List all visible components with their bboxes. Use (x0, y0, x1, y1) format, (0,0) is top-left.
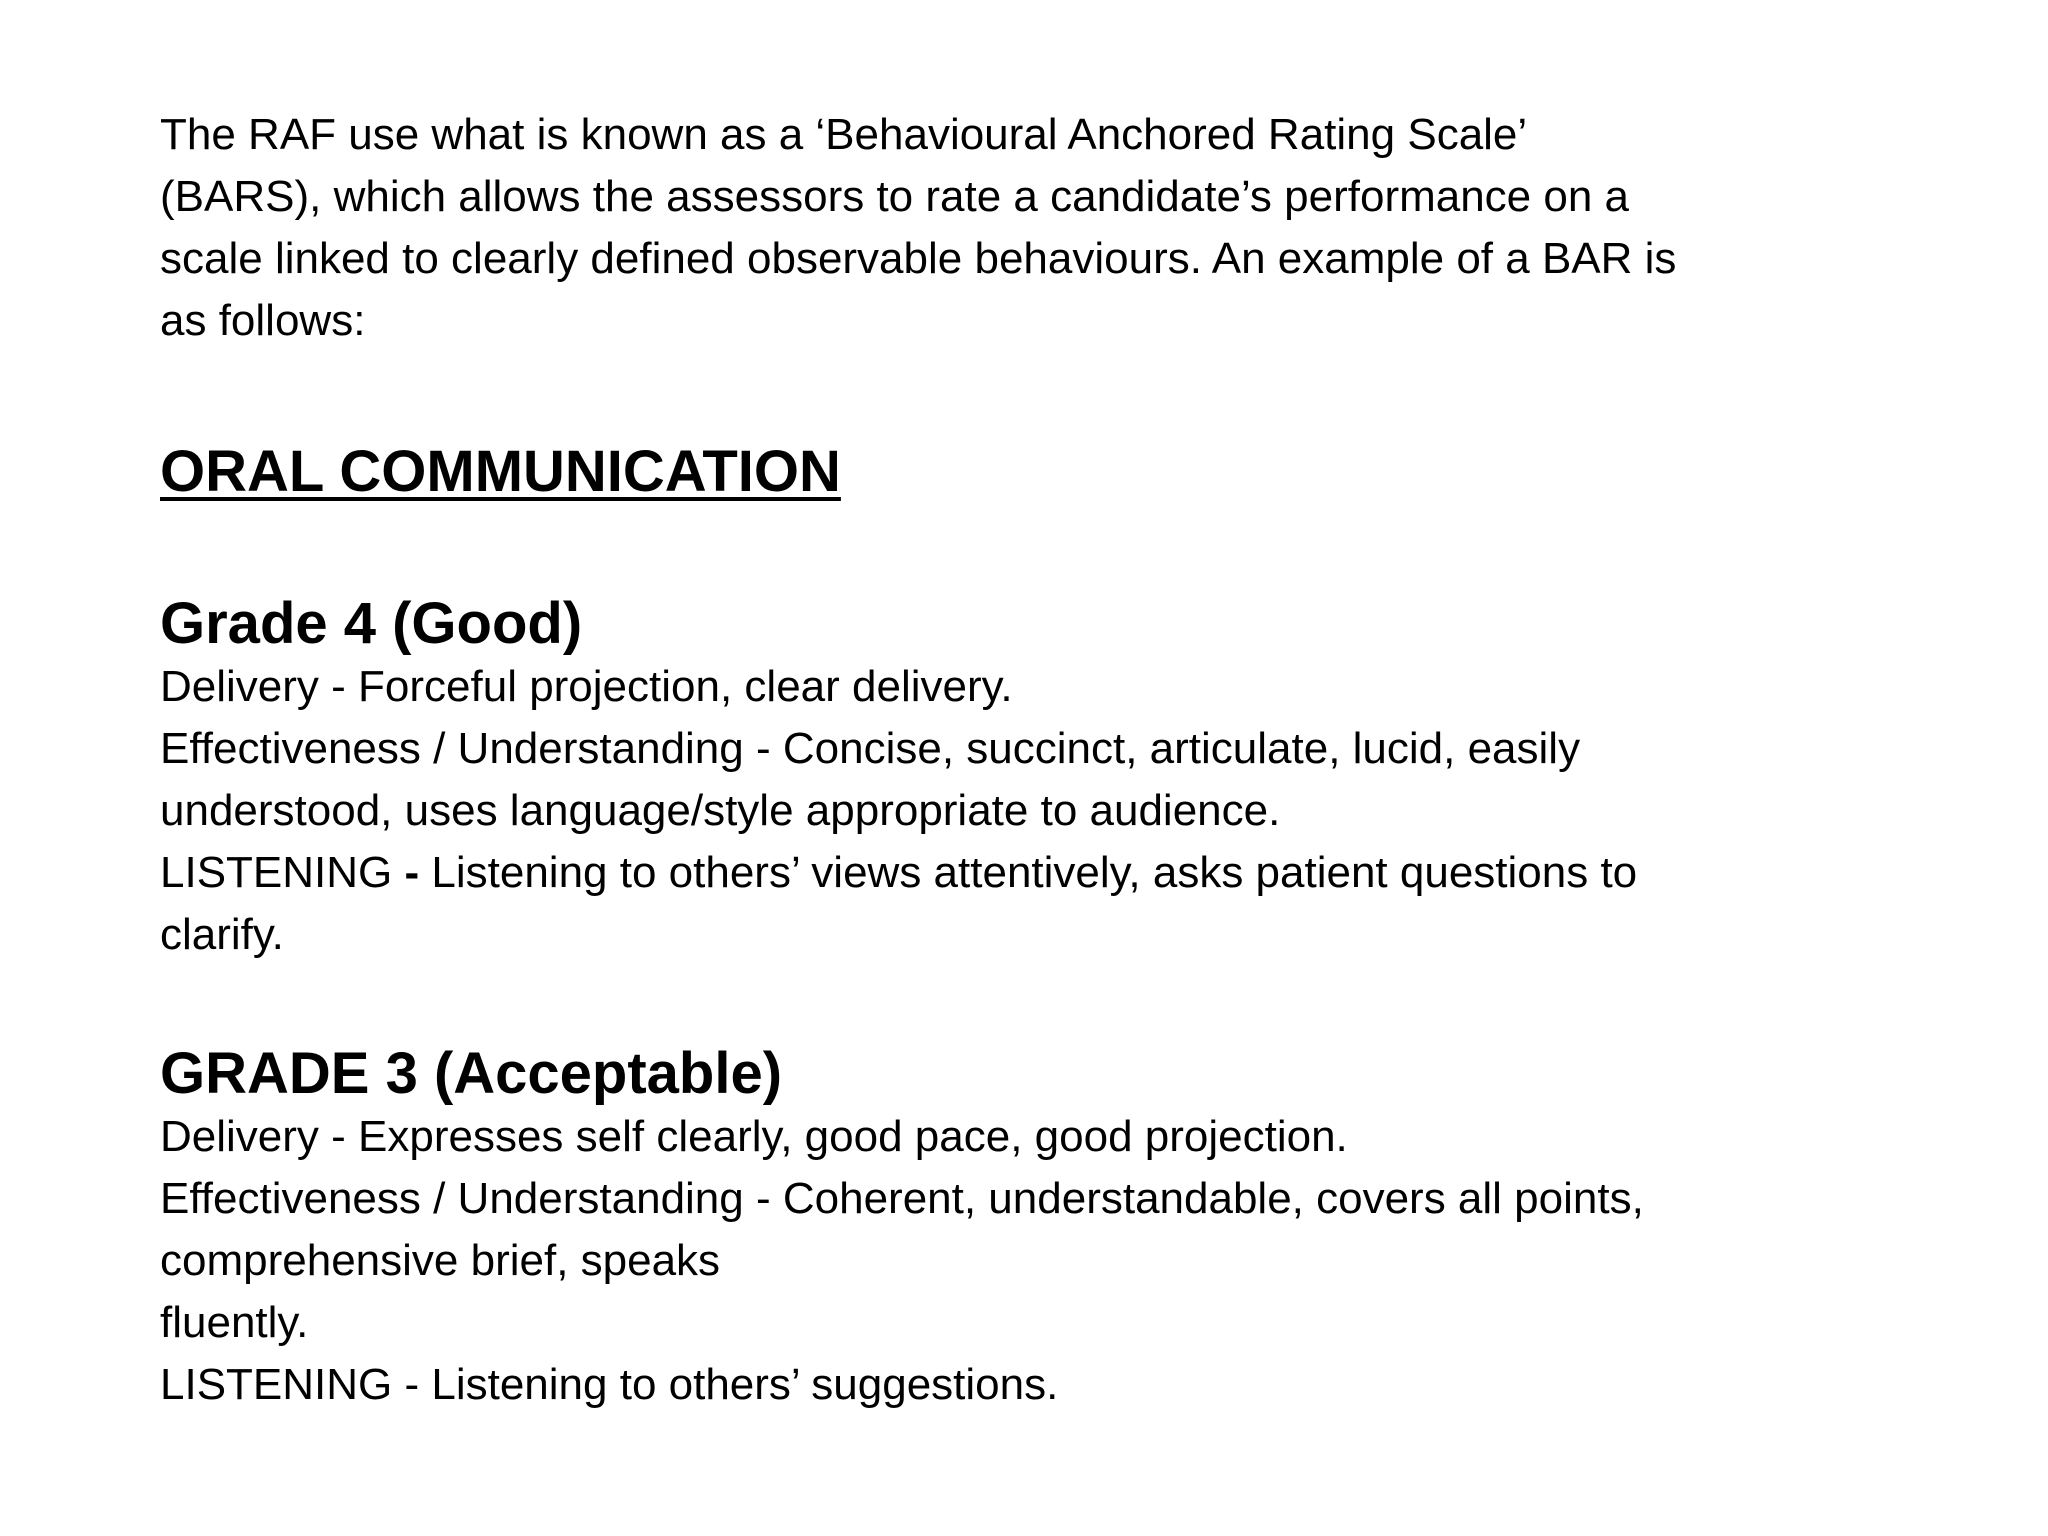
grade-line-listening (160, 842, 1940, 904)
grade-line-listening-cont: clarify. (160, 910, 284, 959)
grade-line-delivery: Delivery - Forceful projection, clear delivery. (160, 662, 1013, 711)
intro-paragraph (160, 104, 1940, 352)
listening-text: Listening to others’ views attentively, asks patient questions to (419, 848, 1638, 897)
grade-line-effectiveness: Effectiveness / Understanding - Coherent, understandable, covers all points, (160, 1174, 1644, 1223)
intro-line: The RAF use what is known as a ‘Behavioural Anchored Rating Scale’ (160, 110, 1528, 159)
section-title: ORAL COMMUNICATION (160, 439, 841, 504)
intro-line: as follows: (160, 296, 366, 345)
grade-3-block (160, 1038, 1940, 1416)
grade-4-block (160, 588, 1940, 966)
grade-line-listening: LISTENING - Listening to others’ suggestions. (160, 1360, 1059, 1409)
grade-line-delivery: Delivery - Expresses self clearly, good pace, good projection. (160, 1112, 1348, 1161)
listening-separator: - (404, 848, 420, 897)
document-page (160, 104, 1940, 1416)
grade-line-effectiveness-cont: comprehensive brief, speaks (160, 1236, 721, 1285)
grade-line-effectiveness-cont: understood, uses language/style appropriate to audience. (160, 786, 1281, 835)
grade-line-effectiveness-cont: fluently. (160, 1298, 309, 1347)
grade-heading: Grade 4 (Good) (160, 591, 583, 656)
listening-label: LISTENING (160, 848, 405, 897)
intro-line: scale linked to clearly defined observable behaviours. An example of a BAR is (160, 234, 1677, 283)
intro-line: (BARS), which allows the assessors to rate a candidate’s performance on a (160, 172, 1630, 221)
grade-heading: GRADE 3 (Acceptable) (160, 1041, 783, 1106)
grade-line-effectiveness: Effectiveness / Understanding - Concise, succinct, articulate, lucid, easily (160, 724, 1581, 773)
